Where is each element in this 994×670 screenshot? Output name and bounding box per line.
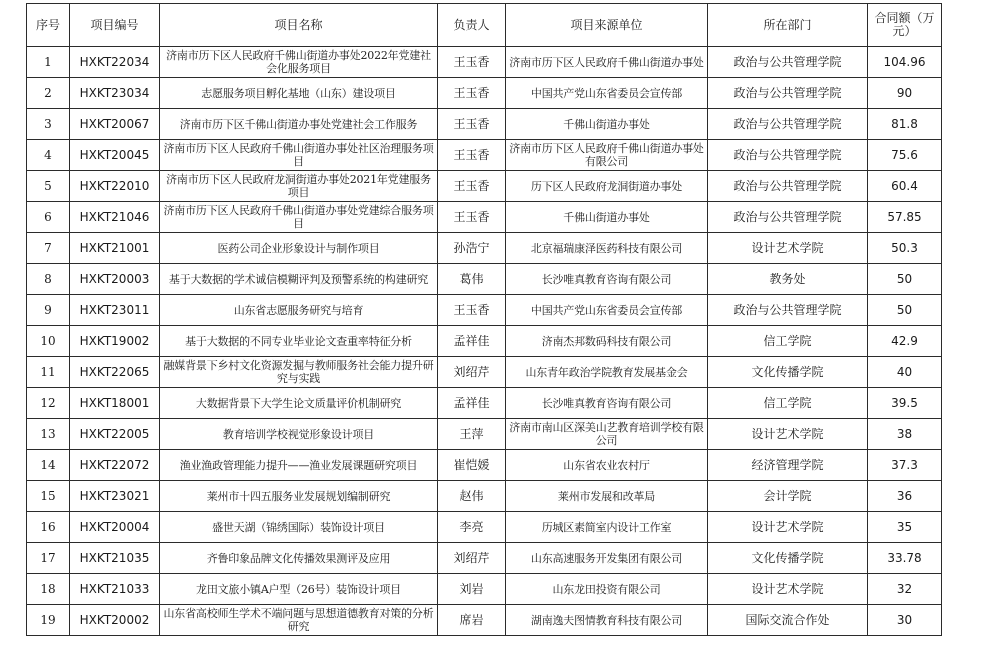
dept-cell: 设计艺术学院	[708, 419, 868, 450]
seq-cell: 3	[27, 109, 70, 140]
lead-cell: 刘岩	[438, 574, 506, 605]
seq-cell: 14	[27, 450, 70, 481]
amount-cell: 35	[868, 512, 942, 543]
source-cell: 山东高速服务开发集团有限公司	[506, 543, 708, 574]
amount-cell: 50	[868, 264, 942, 295]
source-cell: 山东青年政治学院教育发展基金会	[506, 357, 708, 388]
seq-cell: 7	[27, 233, 70, 264]
code-cell: HXKT22034	[70, 47, 160, 78]
seq-cell: 11	[27, 357, 70, 388]
table-row	[27, 388, 942, 419]
amount-cell: 50.3	[868, 233, 942, 264]
lead-cell: 孟祥佳	[438, 388, 506, 419]
dept-cell: 信工学院	[708, 326, 868, 357]
dept-cell: 设计艺术学院	[708, 574, 868, 605]
source-cell: 济南杰邦数码科技有限公司	[506, 326, 708, 357]
table-row	[27, 481, 942, 512]
table-row	[27, 109, 942, 140]
code-cell: HXKT22072	[70, 450, 160, 481]
source-cell: 山东龙田投资有限公司	[506, 574, 708, 605]
name-cell: 大数据背景下大学生论文质量评价机制研究	[160, 388, 438, 419]
code-cell: HXKT21035	[70, 543, 160, 574]
seq-cell: 19	[27, 605, 70, 636]
lead-cell: 王玉香	[438, 171, 506, 202]
header-name: 项目名称	[160, 4, 438, 47]
code-cell: HXKT20067	[70, 109, 160, 140]
code-cell: HXKT22010	[70, 171, 160, 202]
dept-cell: 政治与公共管理学院	[708, 171, 868, 202]
amount-cell: 39.5	[868, 388, 942, 419]
name-cell: 渔业渔政管理能力提升——渔业发展课题研究项目	[160, 450, 438, 481]
dept-cell: 信工学院	[708, 388, 868, 419]
lead-cell: 王玉香	[438, 295, 506, 326]
table-row	[27, 140, 942, 171]
table-row	[27, 202, 942, 233]
amount-cell: 30	[868, 605, 942, 636]
lead-cell: 王玉香	[438, 47, 506, 78]
seq-cell: 10	[27, 326, 70, 357]
code-cell: HXKT22065	[70, 357, 160, 388]
header-dept: 所在部门	[708, 4, 868, 47]
source-cell: 山东省农业农村厅	[506, 450, 708, 481]
code-cell: HXKT19002	[70, 326, 160, 357]
dept-cell: 政治与公共管理学院	[708, 109, 868, 140]
table-row	[27, 78, 942, 109]
source-cell: 湖南逸夫图情教育科技有限公司	[506, 605, 708, 636]
amount-cell: 33.78	[868, 543, 942, 574]
amount-cell: 60.4	[868, 171, 942, 202]
name-cell: 济南市历下区人民政府龙洞街道办事处2021年党建服务项目	[160, 171, 438, 202]
seq-cell: 4	[27, 140, 70, 171]
amount-cell: 36	[868, 481, 942, 512]
table-row	[27, 264, 942, 295]
source-cell: 历城区素简室内设计工作室	[506, 512, 708, 543]
amount-cell: 40	[868, 357, 942, 388]
lead-cell: 刘绍芹	[438, 543, 506, 574]
dept-cell: 教务处	[708, 264, 868, 295]
table-row	[27, 605, 942, 636]
dept-cell: 设计艺术学院	[708, 233, 868, 264]
seq-cell: 5	[27, 171, 70, 202]
name-cell: 济南市历下区人民政府千佛山街道办事处2022年党建社会化服务项目	[160, 47, 438, 78]
name-cell: 龙田文旅小镇A户型（26号）装饰设计项目	[160, 574, 438, 605]
source-cell: 千佛山街道办事处	[506, 109, 708, 140]
header-seq: 序号	[27, 4, 70, 47]
header-row	[27, 4, 942, 47]
source-cell: 历下区人民政府龙洞街道办事处	[506, 171, 708, 202]
code-cell: HXKT21033	[70, 574, 160, 605]
source-cell: 济南市历下区人民政府千佛山街道办事处	[506, 47, 708, 78]
source-cell: 北京福瑞康泽医药科技有限公司	[506, 233, 708, 264]
source-cell: 千佛山街道办事处	[506, 202, 708, 233]
name-cell: 医药公司企业形象设计与制作项目	[160, 233, 438, 264]
amount-cell: 37.3	[868, 450, 942, 481]
lead-cell: 王萍	[438, 419, 506, 450]
seq-cell: 15	[27, 481, 70, 512]
table-row	[27, 171, 942, 202]
dept-cell: 文化传播学院	[708, 357, 868, 388]
code-cell: HXKT23021	[70, 481, 160, 512]
code-cell: HXKT23011	[70, 295, 160, 326]
source-cell: 济南市历下区人民政府千佛山街道办事处有限公司	[506, 140, 708, 171]
name-cell: 齐鲁印象品牌文化传播效果测评及应用	[160, 543, 438, 574]
lead-cell: 王玉香	[438, 78, 506, 109]
seq-cell: 17	[27, 543, 70, 574]
header-source: 项目来源单位	[506, 4, 708, 47]
dept-cell: 文化传播学院	[708, 543, 868, 574]
amount-cell: 81.8	[868, 109, 942, 140]
lead-cell: 孟祥佳	[438, 326, 506, 357]
dept-cell: 政治与公共管理学院	[708, 140, 868, 171]
dept-cell: 政治与公共管理学院	[708, 78, 868, 109]
source-cell: 中国共产党山东省委员会宣传部	[506, 295, 708, 326]
table-row	[27, 357, 942, 388]
amount-cell: 75.6	[868, 140, 942, 171]
header-lead: 负责人	[438, 4, 506, 47]
name-cell: 济南市历下区人民政府千佛山街道办事处党建综合服务项目	[160, 202, 438, 233]
amount-cell: 50	[868, 295, 942, 326]
header-amount: 合同额（万元）	[868, 4, 942, 47]
source-cell: 长沙唯真教育咨询有限公司	[506, 388, 708, 419]
name-cell: 济南市历下区人民政府千佛山街道办事处社区治理服务项目	[160, 140, 438, 171]
table-row	[27, 512, 942, 543]
name-cell: 志愿服务项目孵化基地（山东）建设项目	[160, 78, 438, 109]
amount-cell: 38	[868, 419, 942, 450]
source-cell: 济南市南山区深美山艺教育培训学校有限公司	[506, 419, 708, 450]
code-cell: HXKT21046	[70, 202, 160, 233]
amount-cell: 104.96	[868, 47, 942, 78]
dept-cell: 会计学院	[708, 481, 868, 512]
code-cell: HXKT20004	[70, 512, 160, 543]
name-cell: 山东省高校师生学术不端问题与思想道德教育对策的分析研究	[160, 605, 438, 636]
seq-cell: 13	[27, 419, 70, 450]
dept-cell: 设计艺术学院	[708, 512, 868, 543]
lead-cell: 席岩	[438, 605, 506, 636]
table-row	[27, 419, 942, 450]
lead-cell: 刘绍芹	[438, 357, 506, 388]
code-cell: HXKT18001	[70, 388, 160, 419]
table-row	[27, 543, 942, 574]
lead-cell: 李亮	[438, 512, 506, 543]
seq-cell: 2	[27, 78, 70, 109]
projects-table	[26, 3, 942, 636]
source-cell: 长沙唯真教育咨询有限公司	[506, 264, 708, 295]
seq-cell: 6	[27, 202, 70, 233]
lead-cell: 王玉香	[438, 109, 506, 140]
name-cell: 莱州市十四五服务业发展规划编制研究	[160, 481, 438, 512]
lead-cell: 赵伟	[438, 481, 506, 512]
header-code: 项目编号	[70, 4, 160, 47]
source-cell: 中国共产党山东省委员会宣传部	[506, 78, 708, 109]
table-row	[27, 574, 942, 605]
seq-cell: 12	[27, 388, 70, 419]
name-cell: 山东省志愿服务研究与培育	[160, 295, 438, 326]
seq-cell: 18	[27, 574, 70, 605]
seq-cell: 8	[27, 264, 70, 295]
table-row	[27, 47, 942, 78]
seq-cell: 9	[27, 295, 70, 326]
name-cell: 融媒背景下乡村文化资源发掘与教师服务社会能力提升研究与实践	[160, 357, 438, 388]
lead-cell: 王玉香	[438, 140, 506, 171]
dept-cell: 政治与公共管理学院	[708, 202, 868, 233]
dept-cell: 政治与公共管理学院	[708, 47, 868, 78]
code-cell: HXKT22005	[70, 419, 160, 450]
code-cell: HXKT23034	[70, 78, 160, 109]
amount-cell: 90	[868, 78, 942, 109]
lead-cell: 葛伟	[438, 264, 506, 295]
code-cell: HXKT20003	[70, 264, 160, 295]
dept-cell: 经济管理学院	[708, 450, 868, 481]
table-row	[27, 326, 942, 357]
source-cell: 莱州市发展和改革局	[506, 481, 708, 512]
table-row	[27, 450, 942, 481]
seq-cell: 1	[27, 47, 70, 78]
name-cell: 教育培训学校视觉形象设计项目	[160, 419, 438, 450]
name-cell: 基于大数据的不同专业毕业论文查重率特征分析	[160, 326, 438, 357]
code-cell: HXKT20045	[70, 140, 160, 171]
dept-cell: 国际交流合作处	[708, 605, 868, 636]
name-cell: 基于大数据的学术诚信模糊评判及预警系统的构建研究	[160, 264, 438, 295]
table-row	[27, 233, 942, 264]
name-cell: 济南市历下区千佛山街道办事处党建社会工作服务	[160, 109, 438, 140]
lead-cell: 孙浩宁	[438, 233, 506, 264]
table-row	[27, 295, 942, 326]
seq-cell: 16	[27, 512, 70, 543]
dept-cell: 政治与公共管理学院	[708, 295, 868, 326]
lead-cell: 崔恺媛	[438, 450, 506, 481]
amount-cell: 32	[868, 574, 942, 605]
name-cell: 盛世天湖（锦绣国际）装饰设计项目	[160, 512, 438, 543]
code-cell: HXKT21001	[70, 233, 160, 264]
lead-cell: 王玉香	[438, 202, 506, 233]
amount-cell: 42.9	[868, 326, 942, 357]
code-cell: HXKT20002	[70, 605, 160, 636]
amount-cell: 57.85	[868, 202, 942, 233]
